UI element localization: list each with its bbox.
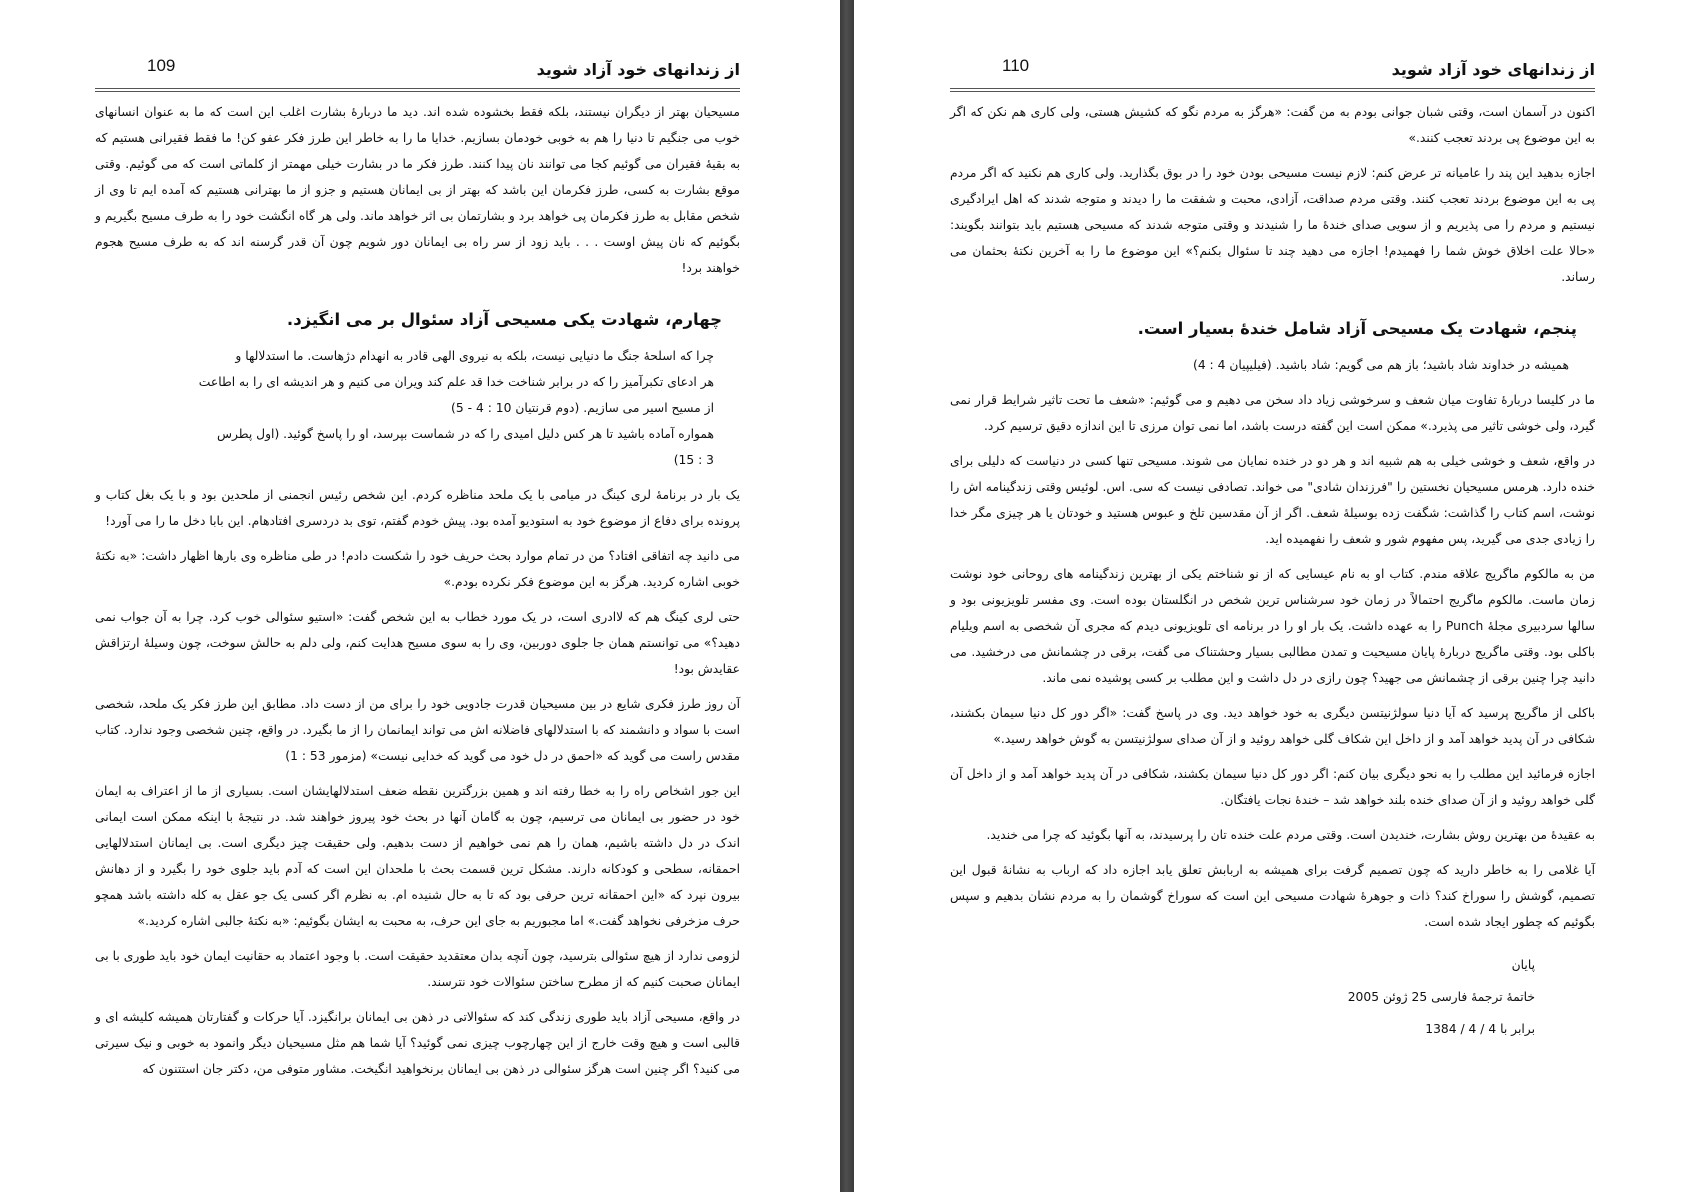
quote-line: همواره آماده باشید تا هر کس دلیل امیدی را که در شماست بپرسد، او را پاسخ گوئید. (اول پطرس <box>216 427 714 441</box>
scripture-quote <box>990 352 1569 378</box>
quote-line: چرا که اسلحهٔ جنگ ما دنیایی نیست، بلکه به نیروی الهی قادر به انهدام دژهاست. ما استدلالها و <box>235 349 714 363</box>
paragraph: می دانید چه اتفاقی افتاد؟ من در تمام موارد بحث حریف خود را شکست دادم! در طی مناظره وی بارها اظهار داشت: «به نکتهٔ خوبی اشاره کردید. هرگز به این موضوع فکر نکرده بودم.» <box>95 549 740 589</box>
paragraph: در واقع، شعف و خوشی خیلی به هم شبیه اند و هر دو در خنده نمایان می شوند. مسیحی تنها کسی در دنیاست که دلیلی برای خنده دارد. هرمس مسیحیان نخستین را "فرزندان شادی" می خواند. تصادفی نیست که سی. اس. لوئیس وقتی زندگینامه اش را نوشت، اسم کتاب را گذاشت: شگفت زده بوسیلهٔ شعف. اگر از آن مقدسین تلخ و عبوس هستید و خودتان یا هر چیزی مگر خدا را زیادی جدی می گیرید، پس مفهوم شور و شعف را نفهمیده اید. <box>950 454 1595 546</box>
running-title: از زندانهای خود آزاد شوید <box>536 60 740 79</box>
right-page-header <box>950 54 1595 92</box>
paragraph: حتی لری کینگ هم که لاادری است، در یک مورد خطاب به این شخص گفت: «استیو سئوالی خوب کرد. چرا به آن جواب نمی دهید؟» می توانستم همان جا جلوی دوربین، وی را به سوی مسیح هدایت کنم، ولی دلم به حالش سوخت، چون وسیلهٔ ارتزاقش عقایدش بود! <box>95 610 740 676</box>
paragraph: آیا غلامی را به خاطر دارید که چون تصمیم گرفت برای همیشه به اربابش تعلق یابد اجازه داد که ارباب به نشانهٔ قبول این تصمیم، گوشش را سوراخ کند؟ ذات و جوهرهٔ شهادت مسیحی این است که سوراخ گوشمان را به مردم نشان بدهیم و سپس بگوئیم که چطور ایجاد شده است. <box>950 863 1595 929</box>
paragraph: مسیحیان بهتر از دیگران نیستند، بلکه فقط بخشوده شده اند. دید ما دربارهٔ بشارت اغلب این است که ما به عنوان انسانهای خوب می جنگیم تا دنیا را هم به خوبی خودمان بسازیم. خدایا ما را به خاطر این طرز فکر عفو کن! ما فقط فقیرانی هستیم که به بقیهٔ فقیران می گوئیم کجا می توانند نان پیدا کنند. طرز فکر ما در بشارت خیلی مهمتر از کلماتی است که می گوئیم. وقتی موقع بشارت به کسی، طرز فکرمان این باشد که بهتر از بی ایمانان هستیم و جزو از ما بهترانی هستیم که آمده ایم تا وی از شخص مقابل به طرز فکرمان پی خواهد برد و بشارتمان بی اثر خواهد ماند. ولی هر گاه انگشت خود را به طرف مسیح بگیریم و بگوئیم که نان پیش اوست . . . باید زود از سر راه بی ایمانان دور شویم چون آن قدر گرسنه اند که به طرف مسیح هجوم خواهند برد! <box>95 105 740 275</box>
paragraph: اجازه بدهید این پند را عامیانه تر عرض کنم: لازم نیست مسیحی بودن خود را در بوق بگذارید. ولی کاری هم نکنید که اگر مردم پی به این موضوع بردند تعجب کنند. وقتی مردم صداقت، آزادی، محبت و شفقت ما را دیدند و متوجه شدند که اهل ایرادگیری نیستیم و مردم را می پذیریم و از سویی صدای خندهٔ ما را شنیدند و وقتی متوجه شدند که مسیحی هستیم باید بتوانند بگویند: «حالا علت اخلاق خوش شما را فهمیدم! اجازه می دهید چند تا سئوال بکنم؟» این موضوع ما را به آخرین نکتهٔ بحثمان می رساند. <box>950 166 1595 284</box>
paragraph: لزومی ندارد از هیچ سئوالی بترسید، چون آنچه بدان معتقدید حقیقت است. با وجود اعتماد به حقانیت ایمان خود باید طوری با بی ایمانان صحبت کنیم که از مطرح ساختن سئوالات خود نترسند. <box>95 949 740 989</box>
quote-line: از مسیح اسیر می سازیم. (دوم قرنتیان 10 : 4 - 5) <box>451 401 714 415</box>
page-number: 110 <box>1002 56 1030 75</box>
equivalent-date: برابر با 4 / 4 / 1384 <box>1425 1022 1535 1036</box>
left-page-header <box>95 54 740 92</box>
paragraph: به عقیدهٔ من بهترین روش بشارت، خندیدن است. وقتی مردم علت خنده تان را پرسیدند، به آنها بگوئید که چرا می خندید. <box>986 828 1595 842</box>
quote-line: همیشه در خداوند شاد باشید؛ باز هم می گویم: شاد باشید. (فیلیپیان 4 : 4) <box>1193 358 1569 372</box>
section-heading: چهارم، شهادت یکی مسیحی آزاد سئوال بر می انگیزد. <box>286 310 722 329</box>
paragraph: در واقع، مسیحی آزاد باید طوری زندگی کند که سئوالاتی در ذهن بی ایمانان برانگیزد. آیا حرکات و گفتارتان همیشه کلیشه ای و قالبی است و هیچ وقت خارج از این چهارچوب چیزی نمی گوئید؟ آیا شما هم مثل مسیحیان دیگر وانمود به خوبی و نیک سیرتی می کنید؟ اگر چنین است هرگز سئوالی در ذهن بی ایمانان برنخواهید انگیخت. مشاور متوفی من، دکتر جان استتنون که <box>95 1010 740 1076</box>
paragraph: ما در کلیسا دربارهٔ تفاوت میان شعف و سرخوشی زیاد داد سخن می دهیم و می گوئیم: «شعف ما تحت تاثیر شرایط قرار نمی گیرد، ولی خوشی تاثیر می پذیرد.» ممکن است این گفته درست باشد، اما نمی توان مرزی تا این اندازه دقیق ترسیم کرد. <box>950 393 1595 433</box>
section-heading: پنجم، شهادت یک مسیحی آزاد شامل خندهٔ بسیار است. <box>1137 319 1577 338</box>
paragraph: اجازه فرمائید این مطلب را به نحو دیگری بیان کنم: اگر دور کل دنیا سیمان بکشند، شکافی در آن پدید خواهد آمد و از داخل آن گلی خواهد روئید و از آن صدای خنده بلند خواهد شد – خندهٔ نجات یافتگان. <box>950 767 1595 807</box>
quote-line: هر ادعای تکبرآمیز را که در برابر شناخت خدا قد علم کند ویران می کنیم و هر اندیشه ای را به اطاعت <box>198 375 714 389</box>
paragraph: اکنون در آسمان است، وقتی شبان جوانی بودم به من گفت: «هرگز به مردم نگو که کشیش هستی، ولی کاری هم نکن که اگر به این موضوع پی بردند تعجب کنند.» <box>950 105 1595 145</box>
book-gutter <box>840 0 854 1192</box>
left-page <box>0 0 840 1192</box>
paragraph: باکلی از ماگریج پرسید که آیا دنیا سولژنیتسن دیگری به خود خواهد دید. وی در پاسخ گفت: «اگر دور کل دنیا سیمان بکشند، شکافی در آن پدید خواهد آمد و از داخل این شکاف گلی خواهد روئید و از آن صدای سولژنیتسن به گوش خواهد رسید.» <box>950 706 1595 746</box>
paragraph: یک بار در برنامهٔ لری کینگ در میامی با یک ملحد مناظره کردم. این شخص رئیس انجمنی از ملحدین بود و با یک بغل کتاب و پرونده برای دفاع از موضوع خود به استودیو آمده بود. پیش خودم گفتم، توی بد دردسری افتادهام. این بابا دخل ما را می آورد! <box>95 488 740 528</box>
translation-date: خاتمهٔ ترجمهٔ فارسی 25 ژوئن 2005 <box>1347 990 1535 1004</box>
right-page <box>854 0 1693 1192</box>
page-number: 109 <box>147 56 176 75</box>
paragraph: این جور اشخاص راه را به خطا رفته اند و همین بزرگترین نقطه ضعف استدلالهایشان است. بسیاری از ما از اعتراف به ایمان خود در حضور بی ایمانان می ترسیم، چون به گامان آنها در بحث خود پیروز خواهند شد. در نتیجهٔ با اینکه ممکن است ایمانی اندک در دل داشته باشیم، همان را هم نمی خواهیم از دست بدهیم. ولی حقیقت چیز دیگری است. بی ایمانان استدلالهایی احمقانه، سطحی و کودکانه دارند. مشکل ترین قسمت بحث با ملحدان این است که آدم باید جلوی خود را بگیرد و از دهانش بیرون نپرد که «این احمقانه ترین حرفی بود که تا به حال شنیده ام. به نظرم اگر کسی یک جو عقل به کله داشته باشد همچو حرف مزخرفی نخواهد گفت.» اما مجبوریم به جای این حرف، به محبت به ایشان بگوئیم: «به نکتهٔ جالبی اشاره کردید.» <box>95 784 740 928</box>
left-page-body <box>95 99 740 1091</box>
running-title: از زندانهای خود آزاد شوید <box>1391 60 1595 79</box>
end-marker: پایان <box>1511 958 1535 972</box>
right-page-body <box>950 99 1595 1054</box>
paragraph: آن روز طرز فکری شایع در بین مسیحیان قدرت جادویی خود را برای من از دست داد. مطابق این طرز فکر یک ملحد، شخصی است با سواد و دانشمند که با استدلالهای فاضلانه اش می تواند ایمانمان را از ما بگیرد. در واقع، چنین شخصی وجود ندارد. کتاب مقدس راست می گوید که «احمق در دل خود می گوید که خدایی نیست» (مزمور 53 : 1) <box>95 697 740 763</box>
scripture-quote <box>135 343 714 473</box>
paragraph: من به مالکوم ماگریج علاقه مندم. کتاب او به نام عیسایی که از نو شناختم یکی از بهترین زندگینامه های روحانی خود نوشت زمان ماست. مالکوم ماگریج احتمالاً در زمان خود سرشناس ترین شخص در انگلستان بوده است. وی مفسر تلویزیونی بود و سالها سردبیری مجلهٔ Punch را به عهده داشت. یک بار او را در برنامه ای تلویزیونی دیدم که مجری آن شخصی به اسم ویلیام باکلی بود. وقتی ماگریج دربارهٔ پایان مسیحیت و تمدن مطالبی بسیار وحشتناک می گفت، برقی در چشمانش می درخشید. می دانید چرا چنین برقی از چشمانش می جهید؟ چون رازی در دل داشت و این مطلب بر کسی پوشیده نمی ماند. <box>950 567 1596 685</box>
quote-line: 3 : 15) <box>673 453 714 467</box>
